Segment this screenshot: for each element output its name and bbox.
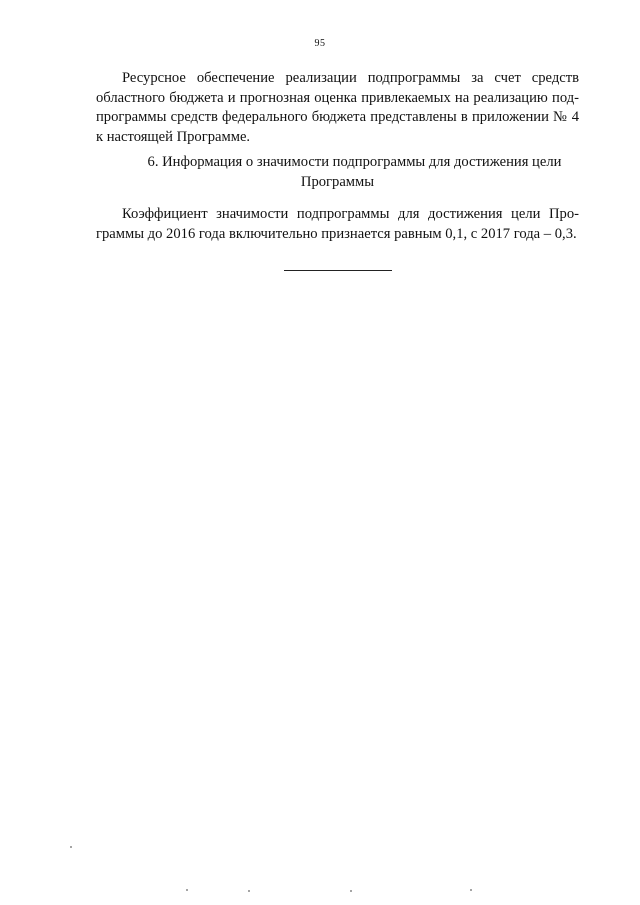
funding-paragraph-line: Ресурсное обеспечение реализации подпрограммы за счет средств	[122, 70, 579, 86]
significance-paragraph-line: Коэффициент значимости подпрограммы для достижения цели Про-	[122, 206, 579, 222]
section-heading-line: Программы	[300, 173, 375, 190]
section-heading-line: 6. Информация о значимости подпрограммы для достижения цели	[147, 154, 562, 170]
scan-speck	[186, 889, 188, 891]
significance-paragraph	[96, 205, 579, 244]
end-separator-line	[284, 270, 392, 271]
funding-paragraph	[96, 69, 579, 147]
scan-speck	[248, 890, 250, 892]
scan-speck	[70, 846, 72, 848]
scan-speck	[350, 890, 352, 892]
funding-paragraph-line: программы средств федерального бюджета представлены в приложении № 4	[96, 109, 579, 125]
scan-speck	[470, 889, 472, 891]
significance-paragraph-line: граммы до 2016 года включительно признается равным 0,1, с 2017 года – 0,3.	[96, 225, 577, 242]
funding-paragraph-line: к настоящей Программе.	[96, 128, 251, 145]
funding-paragraph-line: областного бюджета и прогнозная оценка привлекаемых на реализацию под-	[96, 89, 579, 106]
page-number: 95	[314, 38, 326, 49]
section-heading	[96, 153, 579, 192]
